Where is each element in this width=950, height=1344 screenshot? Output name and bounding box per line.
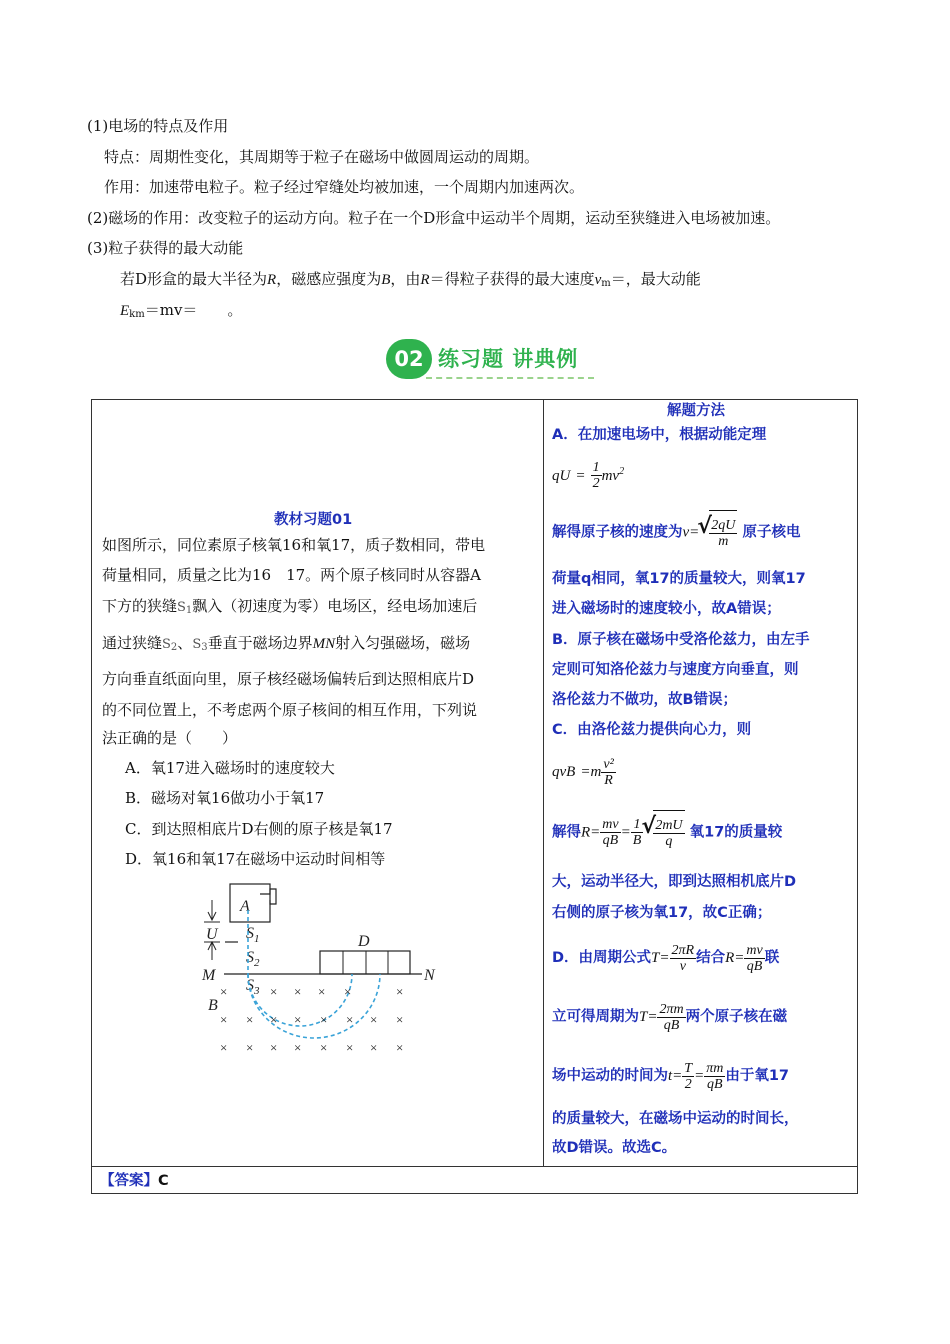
solution-d-line-1: D．由周期公式T= $\frac{2\pi R}{v}$ 结合R= $\frac{mv}{qB}$ 联 (552, 942, 780, 974)
svg-text:×: × (320, 1040, 328, 1055)
answer-row-divider (92, 1166, 857, 1167)
answer-row: 【答案】C (100, 1173, 169, 1189)
svg-text:×: × (346, 1012, 354, 1027)
option-d: D．氧16和氧17在磁场中运动时间相等 (125, 850, 386, 868)
problem-line-5: 方向垂直纸面向里，原子核经磁场偏转后到达照相底片D (102, 670, 475, 688)
svg-text:×: × (294, 1012, 302, 1027)
solution-d-line-4: 的质量较大，在磁场中运动的时间长， (552, 1111, 799, 1127)
container-a-nozzle (260, 889, 276, 904)
svg-text:×: × (220, 1040, 228, 1055)
svg-text:×: × (270, 984, 278, 999)
banner-underline (426, 377, 594, 379)
problem-line-1: 如图所示，同位素原子核氧16和氧17，质子数相同，带电 (102, 536, 486, 554)
equation-energy: qU = $\frac{1}{2}$ $mv^2$ (552, 460, 625, 492)
label-s2: $S_2$ (246, 949, 260, 969)
photo-plate-d (320, 951, 410, 974)
solution-c-line-1: C．由洛伦兹力提供向心力，则 (552, 722, 752, 738)
problem-title: 教材习题01 (274, 512, 353, 528)
svg-text:×: × (220, 1012, 228, 1027)
example-table (91, 399, 858, 1194)
option-b: B．磁场对氧16做功小于氧17 (125, 789, 325, 807)
svg-text:×: × (294, 984, 302, 999)
problem-line-3: 下方的狭缝$S_1$飘入（初速度为零）电场区，经电场加速后 (102, 597, 478, 616)
section-banner (386, 339, 596, 384)
label-b: B (208, 997, 218, 1014)
problem-line-6: 的不同位置上，不考虑两个原子核间的相互作用，下列说 (102, 701, 478, 719)
intro-line-1: (1)电场的特点及作用 (87, 117, 229, 135)
intro-line-6: 若D形盒的最大半径为R，磁感应强度为B，由R＝得粒子获得的最大速度$v_m=$，最大动能 (120, 270, 701, 289)
section-title: 练习题 讲典例 (438, 347, 579, 371)
label-a: A (240, 898, 250, 915)
solution-d-line-5: 故D错误。故选C。 (552, 1140, 677, 1156)
label-s3: $S_3$ (246, 977, 260, 997)
mass-spectrometer-figure (200, 880, 450, 1055)
solution-a-line-3: 荷量q相同，氧17的质量较大，则氧17 (552, 571, 806, 587)
solution-a-line-1: A．在加速电场中，根据动能定理 (552, 427, 767, 443)
container-a (230, 884, 270, 922)
label-m: M (202, 967, 216, 984)
solution-d-line-3: 场中运动的时间为t= $\frac{T}{2}$ = $\frac{\pi m}{qB}$ 由于氧17 (552, 1060, 790, 1092)
label-d: D (358, 933, 370, 950)
option-c: C．到达照相底片D右侧的原子核是氧17 (125, 820, 393, 838)
svg-text:×: × (370, 1040, 378, 1055)
solution-c-line-2: 解得R= $\frac{mv}{qB}$ = $\frac{1}{B}$ √ $\frac{2mU}{q}$ 氧17的质量较 (552, 810, 782, 854)
svg-text:×: × (220, 984, 228, 999)
intro-line-3: 作用：加速带电粒子。粒子经过窄缝处均被加速，一个周期内加速两次。 (104, 178, 585, 196)
solution-b-line-3: 洛伦兹力不做功，故B错误； (552, 692, 738, 708)
solution-b-line-1: B．原子核在磁场中受洛伦兹力，由左手 (552, 632, 810, 648)
label-u: U (206, 926, 218, 943)
solution-b-line-2: 定则可知洛伦兹力与速度方向垂直，则 (552, 662, 799, 678)
svg-text:×: × (396, 1012, 404, 1027)
svg-text:×: × (318, 984, 326, 999)
svg-text:×: × (344, 984, 352, 999)
svg-text:×: × (396, 984, 404, 999)
solution-c-line-3: 大，运动半径大，即到达照相机底片D (552, 874, 797, 890)
svg-text:×: × (270, 1012, 278, 1027)
problem-line-2: 荷量相同，质量之比为16 17。两个原子核同时从容器A (102, 566, 482, 584)
intro-line-5: (3)粒子获得的最大动能 (87, 239, 244, 257)
intro-line-7: $E_{km}=mv=$ 。 (120, 301, 243, 320)
solution-a-line-4: 进入磁场时的速度较小，故A错误； (552, 601, 781, 617)
svg-text:×: × (246, 1040, 254, 1055)
solution-a-line-2: 解得原子核的速度为v= √ $\frac{2qU}{m}$ 原子核电 (552, 510, 800, 554)
option-a: A．氧17进入磁场时的速度较大 (125, 759, 335, 777)
section-number-badge: 02 (386, 339, 432, 379)
solution-d-line-2: 立可得周期为T= $\frac{2\pi m}{qB}$ 两个原子核在磁 (552, 1001, 788, 1033)
svg-text:×: × (294, 1040, 302, 1055)
svg-text:×: × (396, 1040, 404, 1055)
intro-line-4: (2)磁场的作用：改变粒子的运动方向。粒子在一个D形盒中运动半个周期，运动至狭缝进入电场被加速。 (87, 209, 781, 227)
svg-text:×: × (270, 1040, 278, 1055)
equation-lorentz: qvB =m $\frac{\text{v²}}{R}$ (552, 756, 614, 788)
problem-line-4: 通过狭缝$S_2$、$S_3$垂直于磁场边界MN射入匀强磁场，磁场 (102, 634, 471, 653)
svg-text:×: × (370, 1012, 378, 1027)
label-s1: $S_1$ (246, 925, 260, 945)
column-divider (543, 400, 544, 1166)
solution-heading: 解题方法 (667, 403, 725, 419)
svg-text:×: × (320, 1012, 328, 1027)
solution-c-line-4: 右侧的原子核为氧17，故C正确； (552, 905, 772, 921)
intro-line-2: 特点：周期性变化，其周期等于粒子在磁场中做圆周运动的周期。 (104, 148, 540, 166)
problem-line-7: 法正确的是（ ） (102, 729, 238, 747)
svg-text:×: × (346, 1040, 354, 1055)
trajectory-oxygen-17 (248, 974, 380, 1038)
svg-text:×: × (246, 1012, 254, 1027)
label-n: N (424, 967, 435, 984)
